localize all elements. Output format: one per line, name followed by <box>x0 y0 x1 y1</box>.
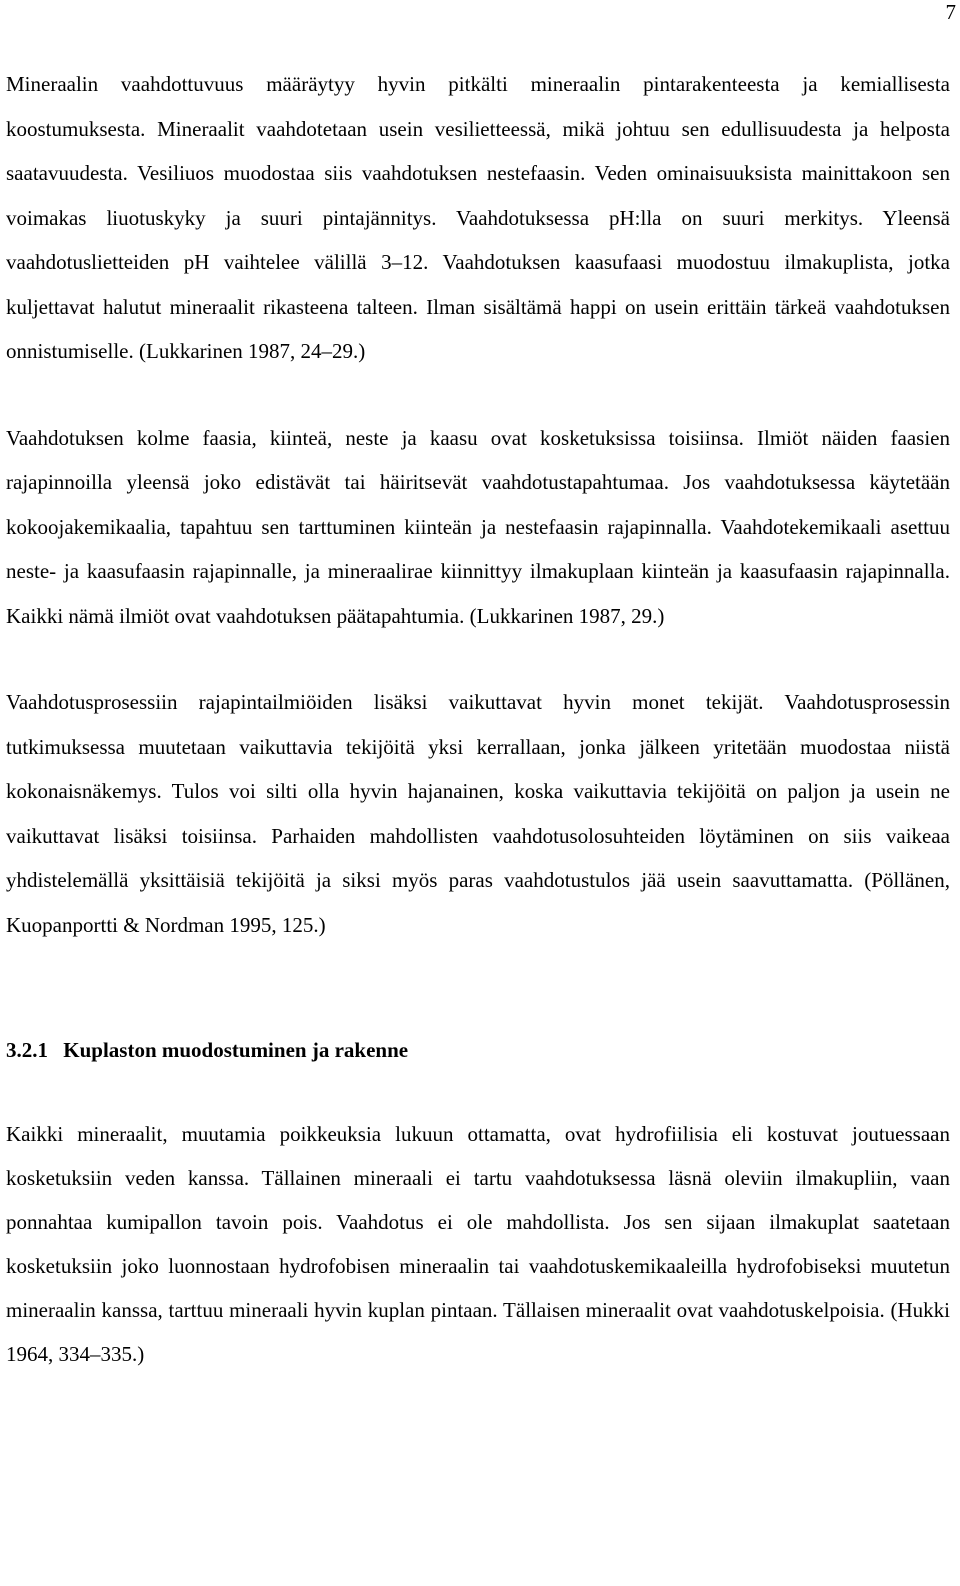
section-paragraph: Kaikki mineraalit, muutamia poikkeuksia lukuun ottamatta, ovat hydrofiilisia eli kostuvat joutuessaan kosketuksiin veden kanssa. Tällainen mineraali ei tartu vaahdotuksessa läsnä oleviin ilmakupliin, vaan ponnahtaa kumipallon tavoin pois. Vaahdotus ei ole mahdollista. Jos sen sijaan ilmakuplat saatetaan kosketuksiin joko luonnostaan hydrofobisen mineraalin tai vaahdotuskemikaaleilla hydrofobiseksi muutetun mineraalin kanssa, tarttuu mineraali hyvin kuplan pintaan. Tällaisen mineraalit ovat vaahdotuskelpoisia. (Hukki 1964, 334–335.) <box>6 1122 950 1366</box>
page-body <box>6 62 950 1376</box>
paragraph-2: Vaahdotuksen kolme faasia, kiinteä, neste ja kaasu ovat kosketuksissa toisiinsa. Ilmiöt näiden faasien rajapinnoilla yleensä joko edistävät tai häiritsevät vaahdotustapahtumaa. Jos vaahdotuksessa käytetään kokoojakemikaalia, tapahtuu sen tarttuminen kiinteän ja nestefaasin rajapinnalla. Vaahdotekemikaali asettuu neste- ja kaasufaasin rajapinnalle, ja mineraalirae kiinnittyy ilmakuplaan kiinteän ja kaasufaasin rajapinnalla. Kaikki nämä ilmiöt ovat vaahdotuksen päätapahtumia. (Lukkarinen 1987, 29.) <box>6 425 950 628</box>
section-number: 3.2.1 <box>6 1038 48 1062</box>
section-title: Kuplaston muodostuminen ja rakenne <box>63 1038 409 1062</box>
paragraph-3: Vaahdotusprosessiin rajapintailmiöiden lisäksi vaikuttavat hyvin monet tekijät. Vaahdotusprosessin tutkimuksessa muutetaan vaikuttavia tekijöitä yksi kerrallaan, jonka jälkeen yritetään muodostaa niistä kokonaisnäkemys. Tulos voi silti olla hyvin hajanainen, koska vaikuttavia tekijöitä on paljon ja usein ne vaikuttavat lisäksi toisiinsa. Parhaiden mahdollisten vaahdotusolosuhteiden löytäminen on siis vaikeaa yhdistelemällä yksittäisiä tekijöitä ja siksi myös paras vaahdotustulos jää usein saavuttamatta. (Pöllänen, Kuopanportti & Nordman 1995, 125.) <box>6 690 950 937</box>
section-heading <box>6 1035 950 1065</box>
paragraph-1: Mineraalin vaahdottuvuus määräytyy hyvin pitkälti mineraalin pintarakenteesta ja kemiallisesta koostumuksesta. Mineraalit vaahdotetaan usein vesilietteessä, mikä johtuu sen edullisuudesta ja helposta saatavuudesta. Vesiliuos muodostaa siis vaahdotuksen nestefaasin. Veden ominaisuuksista mainittakoon sen voimakas liuotuskyky ja suuri pintajännitys. Vaahdotuksessa pH:lla on suuri merkitys. Yleensä vaahdotuslietteiden pH vaihtelee välillä 3–12. Vaahdotuksen kaasufaasi muodostuu ilmakuplista, jotka kuljettavat halutut mineraalit rikasteena talteen. Ilman sisältämä happi on usein erittäin tärkeä vaahdotuksen onnistumiselle. (Lukkarinen 1987, 24–29.) <box>6 72 950 363</box>
page-number: 7 <box>945 0 956 24</box>
